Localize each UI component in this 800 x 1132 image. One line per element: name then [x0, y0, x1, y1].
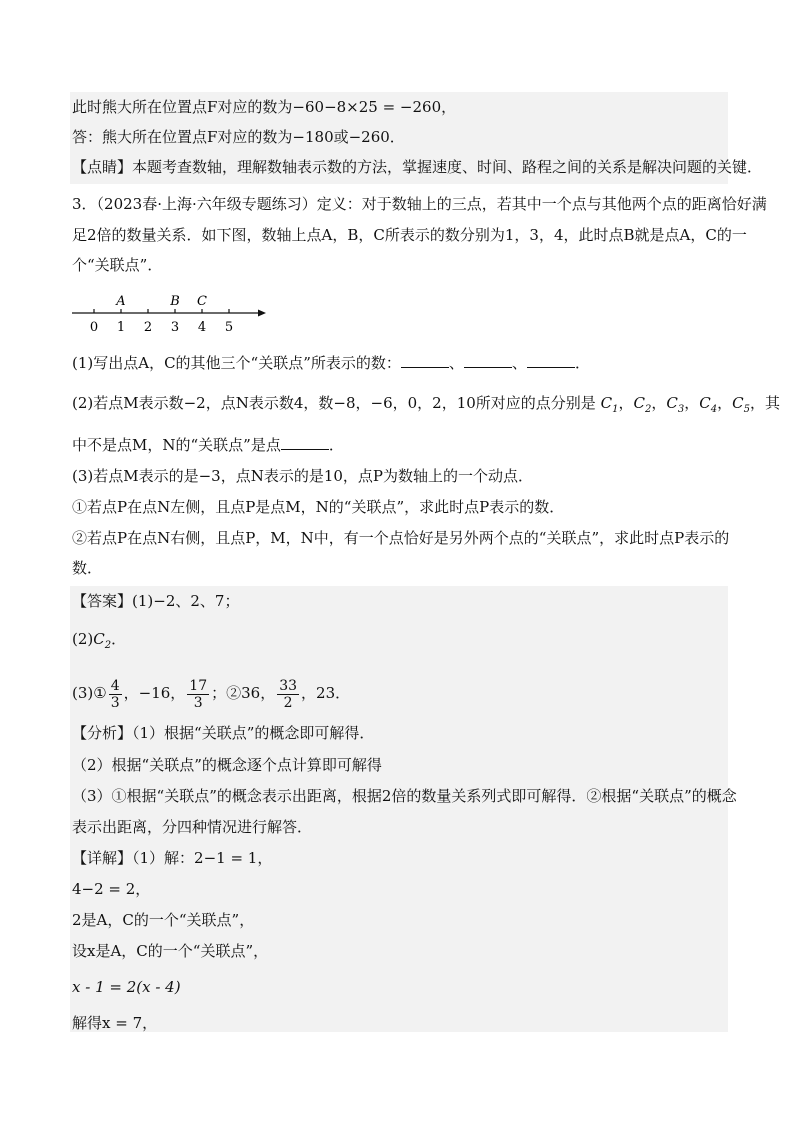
axis-arrow-icon [258, 310, 266, 317]
axis-tick-label: 1 [116, 320, 126, 334]
separator: ， [717, 394, 733, 412]
question-2 [72, 392, 780, 421]
detail-equation: x - 1 = 2(x - 4) [72, 978, 181, 996]
point-letter: C [93, 630, 105, 648]
answer-blank-4 [281, 435, 329, 450]
fraction-2-denominator: 3 [193, 694, 203, 711]
question-2-cont-text: 中不是点M，N的“关联点”是点 [72, 436, 281, 454]
answer-line-2 [72, 628, 126, 657]
separator: 、 [448, 354, 464, 372]
point-label-a: A [116, 294, 126, 309]
point-list [600, 394, 750, 415]
detail-line-1: 【详解】（1）解：2−1 = 1， [72, 849, 273, 867]
analysis-line-2: （2）根据“关联点”的概念逐个点计算即可解得 [72, 756, 382, 774]
separator: ， [651, 394, 667, 412]
analysis-line-1: 【分析】（1）根据“关联点”的概念即可解得． [72, 724, 375, 742]
detail-line-6: 解得x = 7， [72, 1014, 158, 1032]
problem-3-line-2: 足2倍的数量关系．如下图，数轴上点A，B，C所表示的数分别为1，3，4，此时点B就是点A，C的一 [72, 226, 747, 244]
analysis-line-4: 表示出距离，分四种情况进行解答． [72, 818, 313, 836]
answer-shade [70, 586, 728, 1032]
problem-3-line-1: 3．（2023春·上海·六年级专题练习）定义：对于数轴上的三点，若其中一个点与其他两个点的距离恰好满 [72, 195, 767, 213]
analysis-line-3: （3）①根据“关联点”的概念表示出距离，根据2倍的数量关系列式即可解得．②根据“关联点”的概念 [72, 787, 737, 805]
problem-3-line-3: 个“关联点”． [72, 256, 163, 274]
question-1-text: (1)写出点A，C的其他三个“关联点”所表示的数： [72, 354, 401, 372]
answer-3-end: ，23． [301, 684, 351, 702]
answer-3-middle-2: ；②36， [211, 684, 276, 702]
fraction-3-numerator: 33 [279, 677, 298, 694]
question-2-tail: ，其 [749, 394, 780, 412]
answer-line-3 [72, 673, 350, 713]
answer-2-prefix: (2) [72, 630, 94, 648]
period: ． [111, 630, 127, 648]
point-c1: $C_1$ [600, 394, 619, 415]
question-3-part-2-cont: 数． [72, 559, 103, 577]
axis-tick-label: 3 [170, 320, 180, 334]
axis-tick-label: 2 [143, 320, 153, 334]
period: ． [574, 354, 590, 372]
point-label-b: B [170, 294, 180, 309]
solution-line-2: 答：熊大所在位置点F对应的数为−180或−260． [72, 128, 405, 146]
question-2-cont [72, 434, 344, 456]
number-line-figure [70, 286, 270, 334]
axis-tick-label: 0 [89, 320, 99, 334]
detail-line-4: 设x是A，C的一个“关联点”， [72, 942, 269, 960]
answer-blank-3 [527, 353, 575, 368]
fraction-3-denominator: 2 [283, 694, 293, 711]
fraction-1-denominator: 3 [110, 694, 120, 711]
separator: ， [618, 394, 634, 412]
solution-line-1: 此时熊大所在位置点F对应的数为−60−8×25 = −260， [72, 98, 457, 116]
point-c2: $C_2$ [633, 394, 652, 415]
fraction-2 [187, 678, 209, 711]
period: ． [328, 436, 344, 454]
answer-3-prefix: (3)① [72, 684, 107, 702]
point-label-c: C [197, 294, 207, 309]
fraction-1-numerator: 4 [110, 677, 120, 694]
answer-blank-2 [464, 353, 512, 368]
answer-2-point [93, 630, 112, 651]
detail-line-2: 4−2 = 2， [72, 880, 151, 898]
separator: ， [684, 394, 700, 412]
question-1 [72, 352, 590, 374]
answer-line-1: 【答案】(1)−2、2、7； [72, 592, 240, 610]
question-3-part-1: ①若点P在点N左侧，且点P是点M，N的“关联点”，求此时点P表示的数． [72, 498, 565, 516]
axis-tick-label: 4 [197, 320, 207, 334]
point-c3: $C_3$ [666, 394, 685, 415]
detail-line-3: 2是A，C的一个“关联点”， [72, 911, 255, 929]
fraction-3 [277, 678, 299, 711]
point-subscript: 2 [104, 640, 112, 651]
fraction-1 [109, 678, 122, 711]
tip-line: 【点睛】本题考查数轴，理解数轴表示数的方法，掌握速度、时间、路程之间的关系是解决问题的关键． [72, 158, 763, 176]
point-c5: $C_5$ [732, 394, 750, 415]
separator: 、 [511, 354, 527, 372]
question-2-text: (2)若点M表示数−2，点N表示数4，数−8，−6，0，2，10所对应的点分别是 [72, 394, 596, 412]
question-3: (3)若点M表示的是−3，点N表示的是10，点P为数轴上的一个动点． [72, 467, 534, 485]
point-c4: $C_4$ [699, 394, 718, 415]
answer-3-middle-1: ，−16， [123, 684, 186, 702]
fraction-2-numerator: 17 [189, 677, 208, 694]
axis-tick-label: 5 [224, 320, 234, 334]
answer-blank-1 [401, 353, 449, 368]
question-3-part-2: ②若点P在点N右侧，且点P，M，N中，有一个点恰好是另外两个点的“关联点”，求此时点P表示的 [72, 529, 730, 547]
